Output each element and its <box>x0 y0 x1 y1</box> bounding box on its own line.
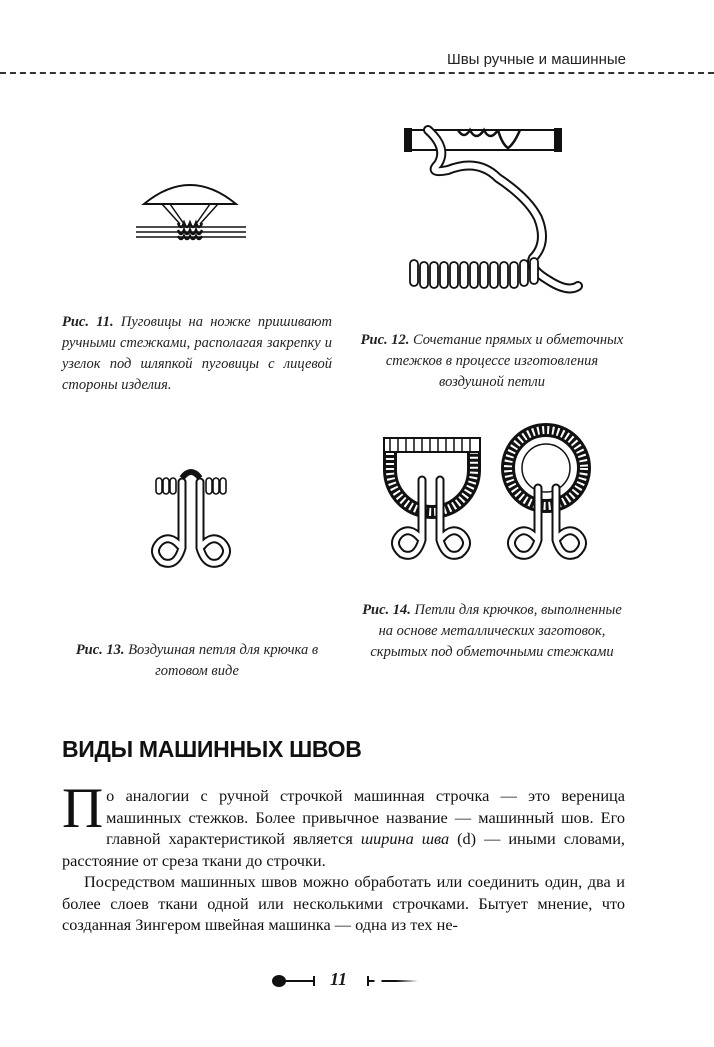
figure-13-label: Рис. 13. <box>75 642 125 658</box>
figure-11-label: Рис. 11. <box>62 314 114 330</box>
running-head: Швы ручные и машинные <box>446 51 626 68</box>
figure-11-text: Пуговицы на ножке пришивают ручными стежками, располагая закрепку и узелок под шляпкой пуговицы с лицевой стороны изделия. <box>62 314 333 393</box>
header-divider <box>0 72 714 74</box>
paragraph-1 <box>62 777 625 871</box>
figure-12-caption <box>360 330 624 393</box>
figure-14-metal-loops-illustration <box>378 420 600 585</box>
figure-14-label: Рис. 14. <box>362 602 411 618</box>
page-number: 11 <box>330 969 348 989</box>
paragraph-1-end: (d) — иными словами, расстояние от среза ткани до строчки. <box>62 829 625 870</box>
figure-13-text: Воздушная петля для крючка в готовом виде <box>128 642 319 679</box>
figure-12-loop-illustration <box>398 118 608 303</box>
paragraph-2: Посредством машинных швов можно обработать или соединить один, два и более слоев ткани одной или несколькими строчками. Бытует мнение, что созданная Зингером швейная машинка — одна из тех не- <box>62 872 625 934</box>
body-text <box>62 777 625 936</box>
figure-14-text: Петли для крючков, выполненные на основе металлических заготовок, скрытых под обметочными стежками <box>370 602 622 660</box>
figure-14-caption <box>356 600 628 663</box>
page-footer <box>270 966 420 996</box>
figure-11-caption <box>62 312 332 396</box>
figure-13-caption <box>62 640 332 682</box>
drop-cap: П <box>62 777 104 840</box>
figure-12-label: Рис. 12. <box>360 332 410 348</box>
needle-icon <box>366 974 420 988</box>
figure-12-text: Сочетание прямых и обметочных стежков в процессе изготовления воздушной петли <box>385 332 624 390</box>
figure-11-button-illustration <box>130 180 250 250</box>
section-title: ВИДЫ МАШИННЫХ ШВОВ <box>62 736 362 762</box>
paragraph-1-start: о аналогии с ручной строчкой машинная строчка — это вереница машинных стежков. Более привычное название — машинный шов. Его главной характеристикой является <box>106 786 625 848</box>
figure-13-hook-loop-illustration <box>146 468 246 588</box>
term-seam-width: ширина шва <box>360 829 450 848</box>
pin-head-icon <box>270 974 316 988</box>
